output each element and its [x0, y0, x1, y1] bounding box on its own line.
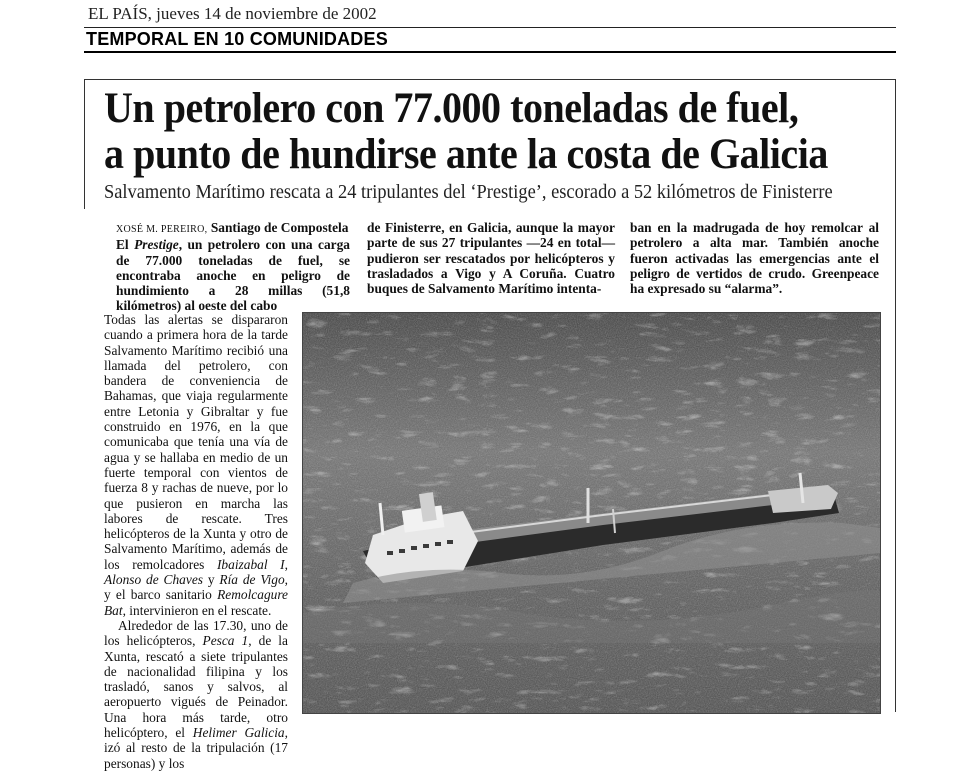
article-subheadline: Salvamento Marítimo rescata a 24 tripulantes del ‘Prestige’, escorado a 52 kilómetros de Finisterre	[104, 181, 833, 203]
article-headline	[104, 86, 839, 178]
body-column	[104, 312, 288, 771]
rule	[895, 79, 896, 712]
section-title: TEMPORAL EN 10 COMUNIDADES	[86, 29, 388, 49]
lead-column-2: de Finisterre, en Galicia, aunque la mayor parte de sus 27 tripulantes —24 en total— pudieron ser rescatados por helicópteros y trasladados a Vigo y A Coruña. Cuatro buques de Salvamento Marítimo intenta-	[367, 220, 615, 297]
body-paragraph: Todas las alertas se dispararon cuando a primera hora de la tarde Salvamento Marítimo recibió una llamada del petrolero, con bandera de conveniencia de Bahamas, que viaja regularmente entre Letonia y Gibraltar y fue construido en 1976, en la que comunicaba que tenía una vía de agua y se hallaba en medio de un fuerte temporal con vientos de fuerza 8 y rachas de nueve, por lo que pusieron en marcha las labores de rescate. Tres helicópteros de la Xunta y otro de Salvamento Marítimo, además de los remolcadores Ibaizabal I, Alonso de Chaves y Ría de Vigo, y el barco sanitario Remolcagure Bat, intervinieron en el rescate.	[104, 312, 289, 618]
lead-paragraph: El Prestige, un petrolero con una carga de 77.000 toneladas de fuel, se encontraba anoche en peligro de hundimiento a 28 millas (51,8 kilómetros) al oeste del cabo	[116, 237, 351, 314]
lead-column-1	[116, 220, 350, 314]
headline-line: a punto de hundirse ante la costa de Galicia	[104, 131, 828, 178]
newspaper-dateline: EL PAÍS, jueves 14 de noviembre de 2002	[88, 4, 377, 23]
rule	[84, 79, 896, 80]
headline-line: Un petrolero con 77.000 toneladas de fuel,	[104, 85, 799, 132]
sinking-tanker-image	[303, 313, 880, 713]
tanker-photo	[302, 312, 881, 714]
byline-place: Santiago de Compostela	[210, 220, 349, 235]
rule	[84, 27, 896, 28]
lead-column-3: ban en la madrugada de hoy remolcar al petrolero a alta mar. También anoche fueron activadas las emergencias ante el peligro de vertidos de crudo. Greenpeace ha expresado su “alarma”.	[630, 220, 879, 297]
byline-author: XOSÉ M. PEREIRO,	[116, 224, 208, 235]
rule	[84, 51, 896, 53]
body-paragraph: Alrededor de las 17.30, uno de los helicópteros, Pesca 1, de la Xunta, rescató a siete tripulantes de nacionalidad filipina y los trasladó, sanos y salvos, al aeropuerto vigués de Peinador. Una hora más tarde, otro helicóptero, el Helimer Galicia, izó al resto de la tripulación (17 personas) y los	[104, 617, 288, 771]
rule	[84, 79, 85, 209]
